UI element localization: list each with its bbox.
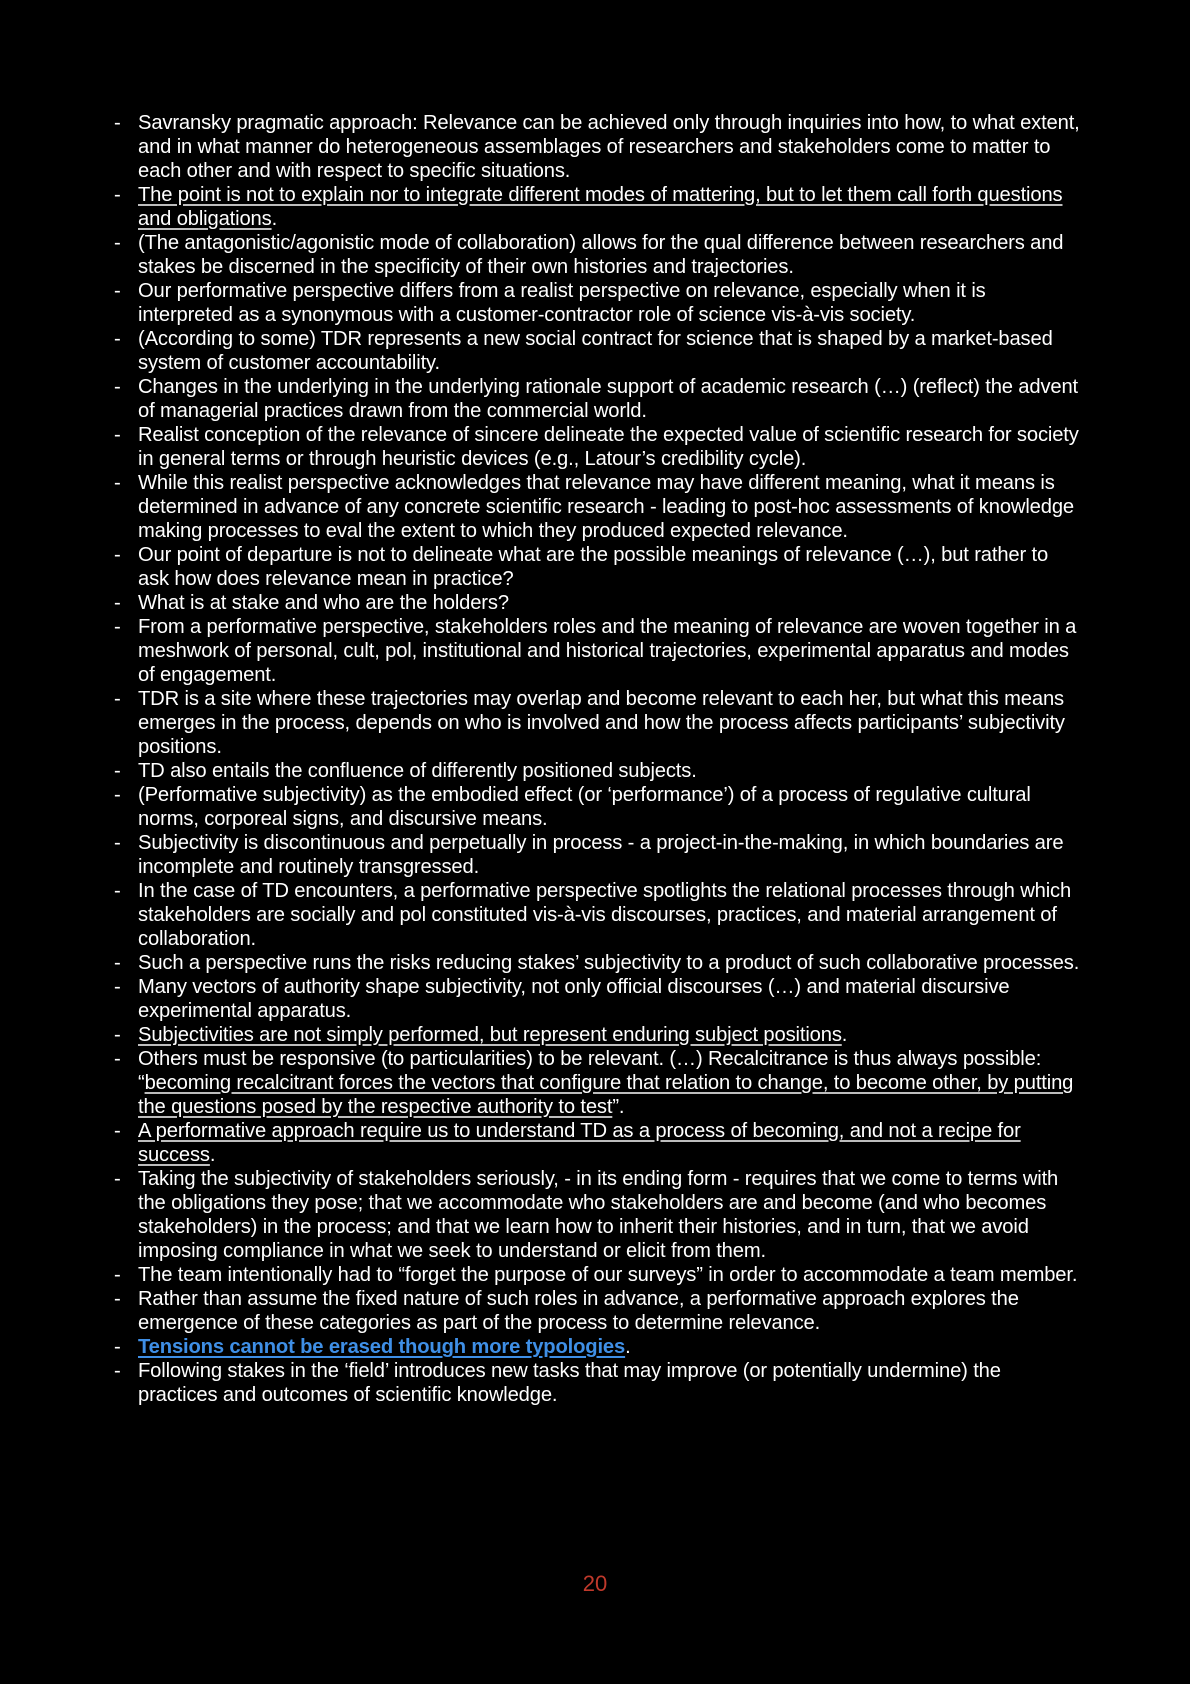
- bullet-text: [138, 280, 986, 326]
- bullet-dash-icon: -: [114, 1024, 121, 1046]
- text-run: Rather than assume the fixed nature of such roles in advance, a performative approach explores the emergence of these categories as part of the process to determine relevance.: [138, 1288, 1019, 1334]
- bullet-dash-icon: -: [114, 784, 121, 806]
- bullet-dash-icon: -: [114, 616, 121, 638]
- bullet-text: [138, 1288, 1019, 1334]
- text-run: Changes in the underlying in the underlying rationale support of academic research (…) (reflect) the advent of managerial practices drawn from the commercial world.: [138, 376, 1079, 422]
- text-run: .: [841, 1024, 848, 1046]
- bullet-item: [112, 951, 1082, 975]
- bullet-item: [112, 231, 1082, 279]
- bullet-text: [138, 688, 1065, 758]
- bullet-dash-icon: -: [114, 760, 121, 782]
- bullet-dash-icon: -: [114, 112, 121, 134]
- bullet-item: [112, 1335, 1082, 1359]
- bullet-dash-icon: -: [114, 232, 121, 254]
- bullet-item: [112, 687, 1082, 759]
- bullet-dash-icon: -: [114, 376, 121, 398]
- text-run: TDR is a site where these trajectories may overlap and become relevant to each her, but what this means emerges in the process, depends on who is involved and how the process affects participants’ subjectivity positions.: [138, 688, 1065, 758]
- bullet-item: [112, 543, 1082, 591]
- bullet-text: [138, 976, 1009, 1022]
- bullet-dash-icon: -: [114, 544, 121, 566]
- text-run: Subjectivity is discontinuous and perpetually in process - a project-in-the-making, in which boundaries are incomplete and routinely transgressed.: [138, 832, 1064, 878]
- text-run: The team intentionally had to “forget the purpose of our surveys” in order to accommodate a team member.: [138, 1264, 1078, 1286]
- bullet-dash-icon: -: [114, 1336, 121, 1358]
- bullet-item: [112, 591, 1082, 615]
- bullet-item: [112, 831, 1082, 879]
- bullet-text: [138, 832, 1063, 878]
- bullet-text: [138, 376, 1078, 422]
- bullet-text: [138, 1168, 1058, 1262]
- bullet-text: [138, 424, 1079, 470]
- bullet-text: [138, 328, 1053, 374]
- bullet-dash-icon: -: [114, 1264, 121, 1286]
- bullet-item: [112, 1359, 1082, 1407]
- hyperlink[interactable]: Tensions cannot be erased though more typologies: [138, 1336, 626, 1358]
- text-run: .: [625, 1336, 631, 1358]
- text-run: ”.: [612, 1096, 625, 1118]
- text-run: From a performative perspective, stakeholders roles and the meaning of relevance are woven together in a meshwork of personal, cult, pol, institutional and historical trajectories, experimental apparatus and modes of engagement.: [138, 616, 1077, 686]
- bullet-item: [112, 327, 1082, 375]
- bullet-text: [138, 112, 1080, 182]
- bullet-dash-icon: -: [114, 280, 121, 302]
- bullet-item: [112, 879, 1082, 951]
- text-run: Realist conception of the relevance of sincere delineate the expected value of scientific research for society in general terms or through heuristic devices (e.g., Latour’s credibility cycle).: [138, 424, 1079, 470]
- text-run: TD also entails the confluence of differently positioned subjects.: [138, 760, 697, 782]
- bullet-dash-icon: -: [114, 976, 121, 998]
- bullet-text: [138, 1264, 1077, 1286]
- text-run: What is at stake and who are the holders?: [138, 592, 509, 614]
- text-run: Taking the subjectivity of stakeholders seriously, - in its ending form - requires that we come to terms with the obligations they pose; that we accommodate who stakeholders are and become (and who becomes stakeholders) in the process; and that we learn how to inherit their histories, and in turn, that we avoid imposing compliance in what we seek to understand or elicit from them.: [138, 1168, 1059, 1262]
- bullet-item: [112, 615, 1082, 687]
- bullet-dash-icon: -: [114, 328, 121, 350]
- text-run: Following stakes in the ‘field’ introduces new tasks that may improve (or potentially undermine) the practices and outcomes of scientific knowledge.: [138, 1360, 1001, 1406]
- bullet-dash-icon: -: [114, 832, 121, 854]
- bullet-dash-icon: -: [114, 1168, 121, 1190]
- bullet-item: [112, 783, 1082, 831]
- bullet-item: [112, 1287, 1082, 1335]
- bullet-text: [138, 880, 1071, 950]
- bullet-list: [112, 111, 1082, 1407]
- underlined-text: becoming recalcitrant forces the vectors that configure that relation to change, to become other, by putting the questions posed by the respective authority to test: [138, 1072, 1074, 1118]
- bullet-text: [138, 472, 1074, 542]
- bullet-dash-icon: -: [114, 592, 121, 614]
- bullet-item: [112, 1047, 1082, 1119]
- text-run: .: [209, 1144, 216, 1166]
- bullet-item: [112, 1023, 1082, 1047]
- text-run: (Performative subjectivity) as the embodied effect (or ‘performance’) of a process of regulative cultural norms, corporeal signs, and discursive means.: [138, 784, 1031, 830]
- page-number: 20: [582, 1571, 608, 1596]
- bullet-item: [112, 1167, 1082, 1263]
- bullet-text: [138, 616, 1076, 686]
- text-run: Our point of departure is not to delineate what are the possible meanings of relevance (…), but rather to ask how does relevance mean in practice?: [138, 544, 1049, 590]
- bullet-dash-icon: -: [114, 880, 121, 902]
- bullet-item: [112, 183, 1082, 231]
- bullet-text: [138, 1048, 1073, 1118]
- bullet-item: [112, 279, 1082, 327]
- bullet-text: [138, 1360, 1001, 1406]
- bullet-item: [112, 423, 1082, 471]
- bullet-item: [112, 111, 1082, 183]
- bullet-item: [112, 759, 1082, 783]
- bullet-dash-icon: -: [114, 424, 121, 446]
- text-run: In the case of TD encounters, a performative perspective spotlights the relational processes through which stakeholders are socially and pol constituted vis-à-vis discourses, practices, and material arrangement of collaboration.: [138, 880, 1072, 950]
- underlined-text: Subjectivities are not simply performed, but represent enduring subject positions: [138, 1024, 842, 1046]
- bullet-text: [138, 184, 1062, 230]
- text-run: Such a perspective runs the risks reducing stakes’ subjectivity to a product of such collaborative processes.: [138, 952, 1080, 974]
- bullet-text: [138, 952, 1079, 974]
- bullet-dash-icon: -: [114, 184, 121, 206]
- bullet-item: [112, 1119, 1082, 1167]
- bullet-item: [112, 975, 1082, 1023]
- bullet-item: [112, 471, 1082, 543]
- bullet-text: [138, 592, 509, 614]
- underlined-text: The point is not to explain nor to integrate different modes of mattering, but to let them call forth questions and obligations: [138, 184, 1063, 230]
- bullet-item: [112, 1263, 1082, 1287]
- text-run: (The antagonistic/agonistic mode of collaboration) allows for the qual difference between researchers and stakes be discerned in the specificity of their own histories and trajectories.: [138, 232, 1064, 278]
- bullet-text: [138, 760, 697, 782]
- text-run: .: [271, 208, 278, 230]
- bullet-dash-icon: -: [114, 688, 121, 710]
- bullet-text: [138, 1120, 1021, 1166]
- text-run: While this realist perspective acknowledges that relevance may have different meaning, what it means is determined in advance of any concrete scientific research - leading to post-hoc assessments of knowledge making processes to eval the extent to which they produced expected relevance.: [138, 472, 1074, 542]
- text-run: Savransky pragmatic approach: Relevance can be achieved only through inquiries into how, to what extent, and in what manner do heterogeneous assemblages of researchers and stakeholders come to matter to each other and with respect to specific situations.: [138, 112, 1080, 182]
- bullet-item: [112, 375, 1082, 423]
- bullet-dash-icon: -: [114, 1048, 121, 1070]
- bullet-dash-icon: -: [114, 1288, 121, 1310]
- bullet-text: [138, 1336, 631, 1358]
- text-run: (According to some) TDR represents a new social contract for science that is shaped by a market-based system of customer accountability.: [138, 328, 1053, 374]
- bullet-text: [138, 544, 1048, 590]
- text-run: Others must be responsive (to particularities) to be relevant. (…) Recalcitrance is thus always possible: “: [138, 1048, 1042, 1094]
- bullet-dash-icon: -: [114, 1120, 121, 1142]
- text-run: Many vectors of authority shape subjectivity, not only official discourses (…) and material discursive experimental apparatus.: [138, 976, 1010, 1022]
- bullet-dash-icon: -: [114, 952, 121, 974]
- bullet-text: [138, 232, 1063, 278]
- underlined-text: A performative approach require us to understand TD as a process of becoming, and not a recipe for success: [138, 1120, 1021, 1166]
- bullet-text: [138, 784, 1031, 830]
- bullet-text: [138, 1024, 847, 1046]
- text-run: Our performative perspective differs from a realist perspective on relevance, especially when it is interpreted as a synonymous with a customer-contractor role of science vis-à-vis society.: [138, 280, 986, 326]
- bullet-dash-icon: -: [114, 1360, 121, 1382]
- bullet-dash-icon: -: [114, 472, 121, 494]
